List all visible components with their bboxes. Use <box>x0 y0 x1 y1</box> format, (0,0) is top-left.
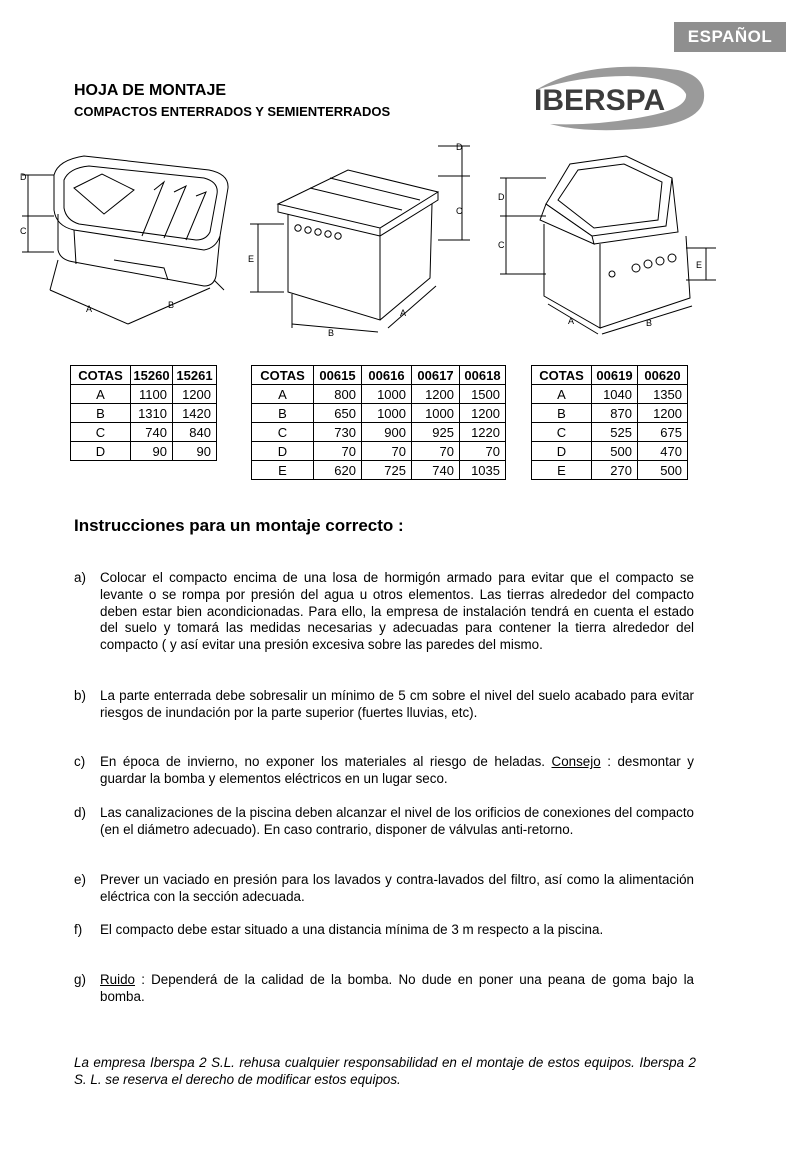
item-marker: f) <box>74 922 83 937</box>
item-text: La parte enterrada debe sobresalir un mínimo de 5 cm sobre el nivel del suelo acabado para evitar riesgos de inundación por la parte superior (fuertes lluvias, etc). <box>100 688 694 720</box>
instructions-title: Instrucciones para un montaje correcto : <box>74 516 404 535</box>
table-row <box>252 404 506 423</box>
table-cell: 1200 <box>173 385 217 404</box>
table-cell: 925 <box>412 423 460 442</box>
table-row <box>252 385 506 404</box>
item-text-post: : Dependerá de la calidad de la bomba. No dude en poner una peana de goma bajo la bomba. <box>100 972 694 1004</box>
page-subtitle: COMPACTOS ENTERRADOS Y SEMIENTERRADOS <box>74 104 391 119</box>
table-cell: C <box>252 423 314 442</box>
item-text <box>100 754 694 788</box>
table-cell: C <box>71 423 131 442</box>
table-row <box>532 423 688 442</box>
table-cell: 1420 <box>173 404 217 423</box>
instruction-item-f <box>74 922 694 939</box>
item-keyword: Consejo <box>551 754 601 769</box>
table-cell: 1000 <box>362 404 412 423</box>
table-cell: 1200 <box>412 385 460 404</box>
item-marker: c) <box>74 754 86 769</box>
item-marker: e) <box>74 872 86 887</box>
table-cell: 470 <box>638 442 688 461</box>
dim-label: C <box>456 206 463 216</box>
dim-label: D <box>20 172 27 182</box>
table-row <box>71 442 217 461</box>
instruction-item-c <box>74 754 694 788</box>
table-cell: 650 <box>314 404 362 423</box>
instruction-item-b <box>74 688 694 722</box>
table-cell: 1220 <box>460 423 506 442</box>
table-header: COTAS <box>252 366 314 385</box>
table-cell: 1040 <box>592 385 638 404</box>
table-cell: B <box>252 404 314 423</box>
table-cell: 70 <box>314 442 362 461</box>
table-cell: 1100 <box>131 385 173 404</box>
table-header: 00615 <box>314 366 362 385</box>
language-badge: ESPAÑOL <box>674 22 786 52</box>
table-cell: D <box>532 442 592 461</box>
instruction-item-e <box>74 872 694 906</box>
item-text: El compacto debe estar situado a una distancia mínima de 3 m respecto a la piscina. <box>100 922 604 937</box>
item-marker: b) <box>74 688 86 703</box>
instruction-item-a <box>74 570 694 654</box>
table-cell: A <box>532 385 592 404</box>
instruction-item-d <box>74 805 694 839</box>
table-row <box>532 385 688 404</box>
table-row <box>532 442 688 461</box>
table-cell: 90 <box>131 442 173 461</box>
dim-label: C <box>20 226 27 236</box>
table-cell: 740 <box>412 461 460 480</box>
item-text-post: : desmontar y guardar la bomba y elementos eléctricos en un lugar seco. <box>100 754 694 786</box>
table-cell: 800 <box>314 385 362 404</box>
table-header: 00620 <box>638 366 688 385</box>
figure-shell <box>14 140 244 340</box>
table-cell: 1350 <box>638 385 688 404</box>
table-header: 00618 <box>460 366 506 385</box>
dim-label: B <box>328 328 335 338</box>
table-header: 15261 <box>173 366 217 385</box>
table-cell: 1000 <box>362 385 412 404</box>
table-cell: B <box>71 404 131 423</box>
table-row <box>252 461 506 480</box>
item-marker: a) <box>74 570 86 585</box>
table-header: 15260 <box>131 366 173 385</box>
table-row <box>71 385 217 404</box>
item-keyword: Ruido <box>100 972 135 987</box>
table-header: 00616 <box>362 366 412 385</box>
instruction-item-g <box>74 972 694 1006</box>
table-cell: 725 <box>362 461 412 480</box>
table-cell: 620 <box>314 461 362 480</box>
item-text: Las canalizaciones de la piscina deben alcanzar el nivel de los orificios de conexiones del compacto (en el diámetro adecuado). En caso contrario, disponer de válvulas anti-retorno. <box>100 805 695 837</box>
table-header-row <box>252 366 506 385</box>
table-cell: D <box>252 442 314 461</box>
table-row <box>252 442 506 461</box>
table-row <box>532 404 688 423</box>
figure-semi-buried <box>490 144 720 344</box>
dim-label: A <box>568 316 575 326</box>
table-cell: 1500 <box>460 385 506 404</box>
table-cell: 525 <box>592 423 638 442</box>
table-cell: 1200 <box>638 404 688 423</box>
dimensions-table-3 <box>531 365 688 480</box>
table-cell: A <box>252 385 314 404</box>
page-title: HOJA DE MONTAJE <box>74 82 227 99</box>
table-cell: 675 <box>638 423 688 442</box>
table-row <box>71 404 217 423</box>
dim-label: B <box>168 300 175 310</box>
table-header: 00617 <box>412 366 460 385</box>
table-row <box>252 423 506 442</box>
item-text-pre: En época de invierno, no exponer los materiales al riesgo de heladas. <box>100 754 552 769</box>
table-cell: 740 <box>131 423 173 442</box>
figure-box <box>240 136 480 341</box>
item-text: Colocar el compacto encima de una losa de hormigón armado para evitar que el compacto se levante o se rompa por presión del agua u otros elementos. Las tierras alrededor del compacto deben estar bien acondicionadas. Para ello, la empresa de instalación tendrá en cuenta el estado del suelo y tomará las medidas necesarias y adecuadas para contener la tierra alrededor del compacto ( y así evitar una presión excesiva sobre las paredes del mismo. <box>100 570 694 653</box>
table-cell: 90 <box>173 442 217 461</box>
table-cell: 840 <box>173 423 217 442</box>
logo-text: IBERSPA <box>534 84 666 117</box>
dimensions-table-2 <box>251 365 506 480</box>
dim-label: E <box>696 260 703 270</box>
table-row <box>71 423 217 442</box>
item-text: Prever un vaciado en presión para los lavados y contra-lavados del filtro, así como la alimentación eléctrica con la sección adecuada. <box>100 872 694 904</box>
table-header: COTAS <box>532 366 592 385</box>
table-cell: 1035 <box>460 461 506 480</box>
table-cell: 1310 <box>131 404 173 423</box>
table-header: 00619 <box>592 366 638 385</box>
table-header-row <box>71 366 217 385</box>
dim-label: A <box>400 308 407 318</box>
table-cell: A <box>71 385 131 404</box>
table-cell: B <box>532 404 592 423</box>
table-cell: E <box>252 461 314 480</box>
table-cell: 500 <box>638 461 688 480</box>
dim-label: A <box>86 304 93 314</box>
table-cell: C <box>532 423 592 442</box>
dim-label: B <box>646 318 653 328</box>
table-cell: 70 <box>460 442 506 461</box>
item-marker: g) <box>74 972 86 987</box>
dim-label: D <box>456 142 463 152</box>
iberspa-logo <box>528 64 706 132</box>
table-cell: 70 <box>362 442 412 461</box>
dim-label: E <box>248 254 255 264</box>
table-cell: 1200 <box>460 404 506 423</box>
dim-label: D <box>498 192 505 202</box>
dimensions-table-1 <box>70 365 217 461</box>
table-header: COTAS <box>71 366 131 385</box>
item-text <box>100 972 694 1006</box>
table-cell: E <box>532 461 592 480</box>
table-cell: D <box>71 442 131 461</box>
dim-label: C <box>498 240 505 250</box>
table-cell: 70 <box>412 442 460 461</box>
table-cell: 900 <box>362 423 412 442</box>
table-header-row <box>532 366 688 385</box>
table-cell: 730 <box>314 423 362 442</box>
table-cell: 270 <box>592 461 638 480</box>
disclaimer: La empresa Iberspa 2 S.L. rehusa cualquier responsabilidad en el montaje de estos equipos. Iberspa 2 S. L. se reserva el derecho de modificar estos equipos. <box>74 1055 696 1087</box>
item-marker: d) <box>74 805 86 820</box>
table-row <box>532 461 688 480</box>
table-cell: 1000 <box>412 404 460 423</box>
table-cell: 870 <box>592 404 638 423</box>
table-cell: 500 <box>592 442 638 461</box>
